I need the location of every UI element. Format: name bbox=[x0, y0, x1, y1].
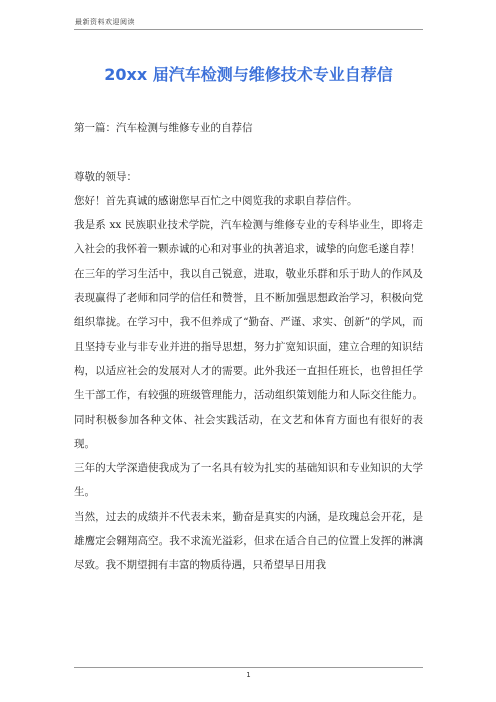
salutation: 尊敬的领导： bbox=[74, 170, 137, 183]
header-divider bbox=[74, 29, 423, 30]
footer-divider bbox=[74, 667, 423, 668]
paragraph-introduction: 我是系 xx 民族职业技术学院，汽车检测与维修专业的专科毕业生，即将走入社会的我怀着一颗赤诚的心和对事业的执著追求，诚挚的向您毛遂自荐！ bbox=[74, 219, 423, 256]
page-number: 1 bbox=[246, 671, 251, 679]
document-body bbox=[74, 116, 423, 578]
document-title: 20xx 届汽车检测与维修技术专业自荐信 bbox=[104, 65, 393, 84]
section-heading: 第一篇：汽车检测与维修专业的自荐信 bbox=[74, 122, 253, 134]
header-label: 最新资料欢迎阅读 bbox=[75, 18, 135, 26]
paragraph-aspiration: 当然，过去的成绩并不代表未来，勤奋是真实的内涵，是玫瑰总会开花，是雄鹰定会翱翔高空。我不求流光溢彩，但求在适合自己的位置上发挥的淋漓尽致。我不期望拥有丰富的物质待遇，只希望早日用我 bbox=[74, 510, 423, 572]
paragraph-study-life: 在三年的学习生活中，我以自己锐意，进取，敬业乐群和乐于助人的作风及表现赢得了老师和同学的信任和赞誉，且不断加强思想政治学习，积极向党组织靠拢。在学习中，我不但养成了“勤奋、严谨、求实、创新”的学风，而且坚持专业与非专业并进的指导思想，努力扩宽知识面，建立合理的知识结构，以适应社会的发展对人才的需要。此外我还一直担任班长，也曾担任学生干部工作，有较强的班级管理能力，活动组织策划能力和人际交往能力。同时积极参加各种文体、社会实践活动，在文艺和体育方面也有很好的表现。 bbox=[74, 267, 423, 450]
paragraph-greeting: 您好！首先真诚的感谢您早百忙之中阅览我的求职自荐信件。 bbox=[74, 194, 358, 207]
paragraph-spacer bbox=[74, 140, 423, 164]
paragraph-education: 三年的大学深造使我成为了一名具有较为扎实的基础知识和专业知识的大学生。 bbox=[74, 462, 423, 499]
